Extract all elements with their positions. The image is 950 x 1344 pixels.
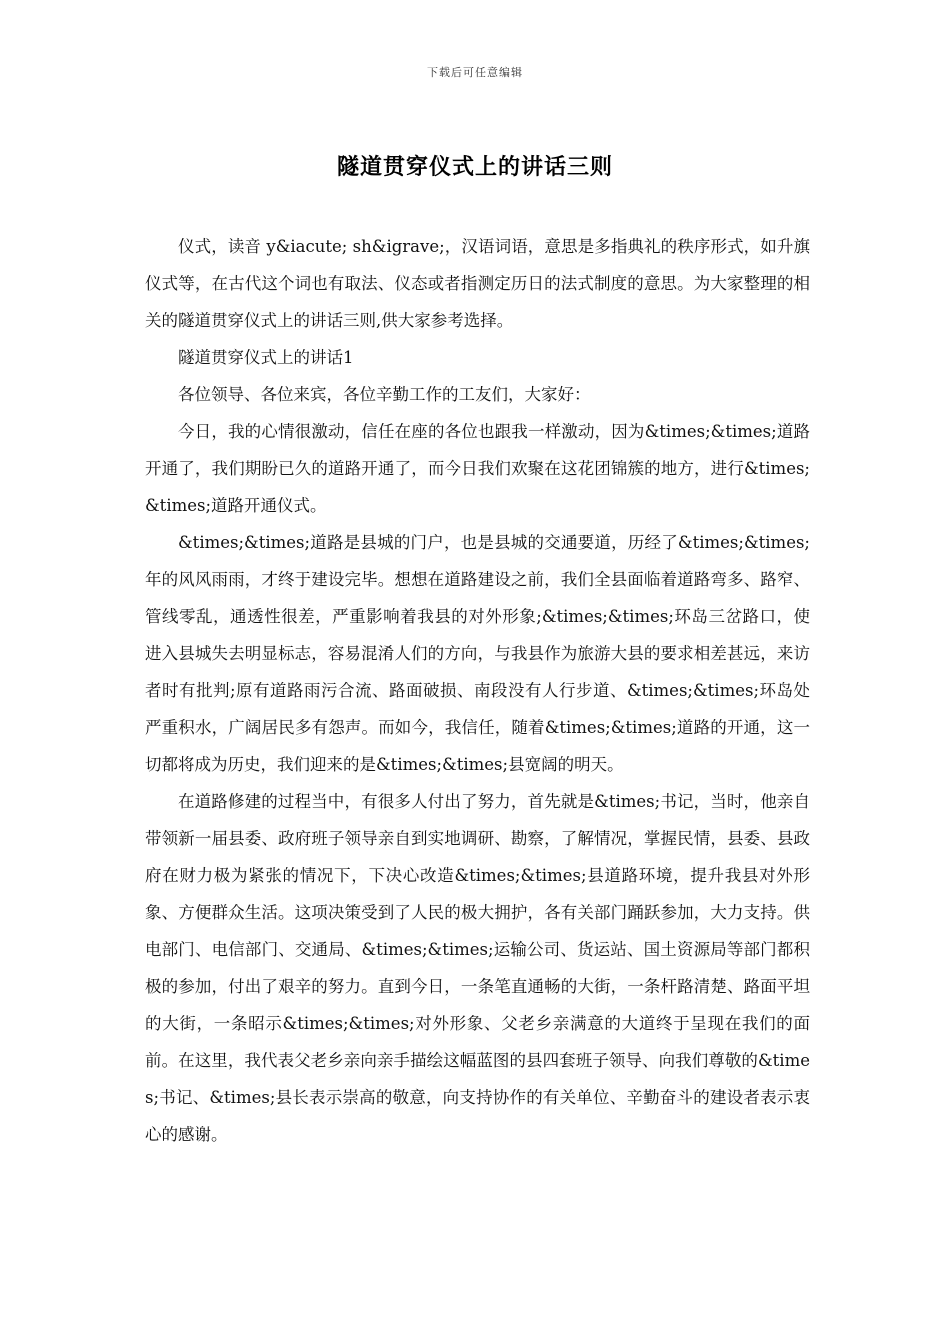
header-note: 下载后可任意编辑 [427,66,523,79]
paragraph-section-heading: 隧道贯穿仪式上的讲话1 [178,348,354,367]
paragraph-intro: 仪式，读音 y&iacute; sh&igrave;，汉语词语，意思是多指典礼的秩序形式，如升旗仪式等，在古代这个词也有取法、仪态或者指测定历日的法式制度的意思。为大家整理的相关的隧道贯穿仪式上的讲话三则,供大家参考选择。 [145,237,810,330]
paragraph-thanks: 在道路修建的过程当中，有很多人付出了努力，首先就是&times;书记，当时，他亲自带领新一届县委、政府班子领导亲自到实地调研、勘察，了解情况，掌握民情，县委、县政府在财力极为紧张的情况下，下决心改造&times;&times;县道路环境，提升我县对外形象、方便群众生活。这项决策受到了人民的极大拥护，各有关部门踊跃参加，大力支持。供电部门、电信部门、交通局、&times;&times;运输公司、货运站、国土资源局等部门都积极的参加，付出了艰辛的努力。直到今日，一条笔直通畅的大街，一条杆路清楚、路面平坦的大街，一条昭示&times;&times;对外形象、父老乡亲满意的大道终于呈现在我们的面前。在这里，我代表父老乡亲向亲手描绘这幅蓝图的县四套班子领导、向我们尊敬的&times;书记、&times;县长表示崇高的敬意，向支持协作的有关单位、辛勤奋斗的建设者表示衷心的感谢。 [145,792,810,1144]
document-body [145,228,810,1153]
paragraph-opening: 今日，我的心情很激动，信任在座的各位也跟我一样激动，因为&times;&times;道路开通了，我们期盼已久的道路开通了，而今日我们欢聚在这花团锦簇的地方，进行&times;&times;道路开通仪式。 [145,422,810,515]
document-title: 隧道贯穿仪式上的讲话三则 [336,154,613,180]
paragraph-greeting: 各位领导、各位来宾，各位辛勤工作的工友们，大家好： [178,385,591,404]
paragraph-history: &times;&times;道路是县城的门户，也是县城的交通要道，历经了&times;&times;年的风风雨雨，才终于建设完毕。想想在道路建设之前，我们全县面临着道路弯多、路窄、管线零乱，通透性很差，严重影响着我县的对外形象;&times;&times;环岛三岔路口，使进入县城失去明显标志，容易混淆人们的方向，与我县作为旅游大县的要求相差甚远，来访者时有批判;原有道路雨污合流、路面破损、南段没有人行步道、&times;&times;环岛处严重积水，广阔居民多有怨声。而如今，我信任，随着&times;&times;道路的开通，这一切都将成为历史，我们迎来的是&times;&times;县宽阔的明天。 [145,533,810,774]
